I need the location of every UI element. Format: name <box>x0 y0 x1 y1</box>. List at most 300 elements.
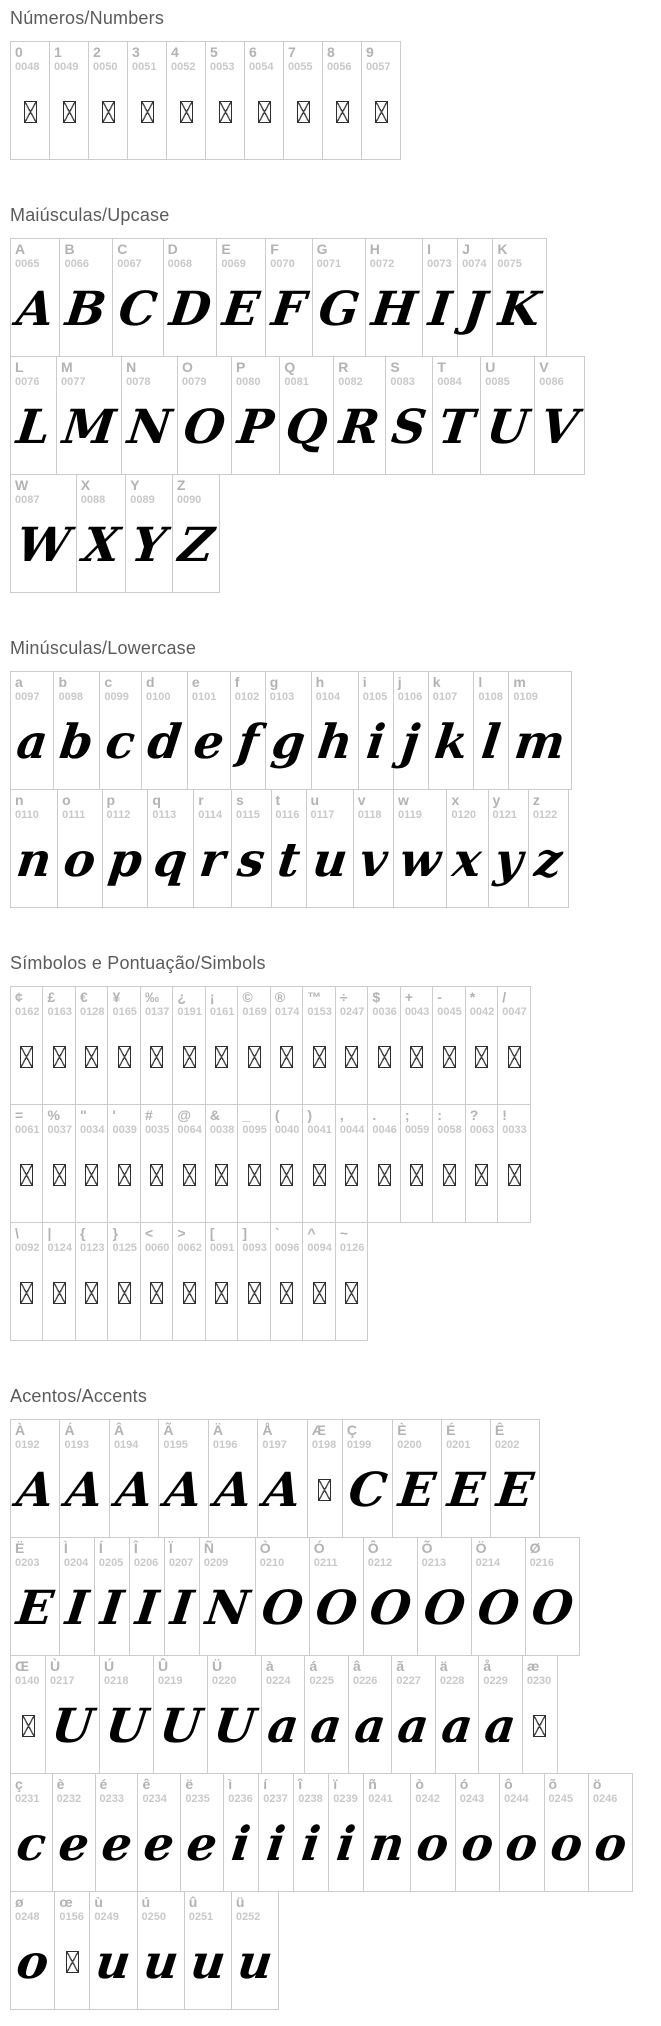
char-cell <box>490 1419 540 1538</box>
unicode-code-label: 0113 <box>152 809 177 821</box>
char-cell <box>137 1891 185 2010</box>
cell-header <box>126 475 172 507</box>
char-cell <box>237 1104 270 1223</box>
glyph-area <box>188 704 230 789</box>
char-label: € <box>79 989 88 1005</box>
unicode-code-label: 0112 <box>106 809 131 821</box>
section-lowercase <box>10 638 651 908</box>
section-title-symbols: Símbolos e Pontuação/Simbols <box>10 953 266 973</box>
char-label: Í <box>98 1540 103 1556</box>
cell-header <box>433 1105 464 1137</box>
unicode-code-label: 0106 <box>397 691 423 703</box>
missing-glyph-box <box>24 101 37 123</box>
cell-header <box>200 1538 255 1570</box>
glyph-sample: u <box>309 832 351 888</box>
missing-glyph-box <box>410 1046 423 1068</box>
glyph-area <box>493 271 546 356</box>
unicode-code-label: 0201 <box>446 1439 471 1451</box>
char-cell <box>10 474 77 593</box>
glyph-area <box>271 1255 302 1340</box>
char-cell <box>392 1419 442 1538</box>
glyph-area <box>364 1806 410 1891</box>
unicode-code-label: 0246 <box>592 1793 618 1805</box>
char-cell <box>10 356 57 475</box>
unicode-code-label: 0163 <box>47 1006 72 1018</box>
char-cell <box>302 1222 335 1341</box>
glyph-area <box>523 1688 557 1773</box>
cell-header <box>224 1774 258 1806</box>
unicode-code-label: 0250 <box>141 1911 167 1923</box>
unicode-code-label: 0055 <box>288 61 313 73</box>
unicode-code-label: 0217 <box>50 1675 75 1687</box>
cell-header <box>206 987 237 1019</box>
unicode-code-label: 0230 <box>526 1675 552 1687</box>
glyph-sample: o <box>414 1816 453 1872</box>
unicode-code-label: 0094 <box>307 1242 332 1254</box>
glyph-sample: a <box>264 1698 302 1754</box>
cell-header <box>489 790 528 822</box>
char-label: k <box>432 674 441 690</box>
glyph-sample: r <box>196 832 229 888</box>
missing-glyph-box <box>85 1046 98 1068</box>
cell-header <box>305 1656 347 1688</box>
glyph-sample: u <box>234 1934 276 1990</box>
char-cell <box>525 1537 580 1656</box>
char-label: 0 <box>15 44 23 60</box>
char-label: ( <box>274 1107 280 1123</box>
cell-header <box>303 1105 334 1137</box>
unicode-code-label: 0058 <box>437 1124 462 1136</box>
char-cell <box>400 1104 433 1223</box>
glyph-area <box>336 1255 367 1340</box>
missing-glyph-box <box>378 1164 391 1186</box>
cell-header <box>100 672 141 704</box>
missing-glyph-box <box>118 1282 131 1304</box>
char-label: © <box>242 989 253 1005</box>
cell-header <box>108 1223 139 1255</box>
glyph-sample: h <box>314 714 356 770</box>
glyph-area <box>472 1570 525 1655</box>
cell-header <box>458 239 492 271</box>
unicode-code-label: 0120 <box>451 809 476 821</box>
cell-header <box>43 1223 74 1255</box>
glyph-sample: c <box>102 714 139 770</box>
char-label: ï <box>333 1776 338 1792</box>
glyph-area <box>128 74 166 159</box>
glyph-area <box>60 1570 94 1655</box>
glyph-sample: T <box>435 399 478 455</box>
char-label: B <box>64 241 75 257</box>
glyph-area <box>491 1452 539 1537</box>
unicode-code-label: 0052 <box>171 61 196 73</box>
cell-header <box>206 42 244 74</box>
missing-glyph-box <box>508 1046 521 1068</box>
char-label: I <box>427 241 432 257</box>
glyph-sample: w <box>396 832 444 888</box>
char-label: W <box>15 477 29 493</box>
glyph-area <box>238 1137 269 1222</box>
cell-header <box>589 1774 632 1806</box>
cell-header <box>433 357 480 389</box>
char-label: | <box>47 1225 52 1241</box>
char-cell <box>140 1222 173 1341</box>
char-cell <box>410 1773 455 1892</box>
section-symbols <box>10 953 651 1341</box>
unicode-code-label: 0065 <box>15 258 40 270</box>
missing-glyph-box <box>375 101 388 123</box>
cell-header <box>60 1420 108 1452</box>
glyph-row <box>10 1891 651 2010</box>
cell-header <box>526 1538 579 1570</box>
glyph-sample: U <box>48 1698 97 1754</box>
char-cell <box>358 671 394 790</box>
unicode-code-label: 0220 <box>212 1675 237 1687</box>
char-cell <box>528 789 569 908</box>
char-label: ñ <box>368 1776 377 1792</box>
glyph-sample: O <box>474 1580 522 1636</box>
unicode-code-label: 0053 <box>210 61 235 73</box>
glyph-grid-lowercase <box>10 671 651 908</box>
unicode-code-label: 0162 <box>15 1006 40 1018</box>
glyph-area <box>200 1570 255 1655</box>
glyph-area <box>271 1019 302 1104</box>
glyph-area <box>526 1570 579 1655</box>
glyph-area <box>238 1255 269 1340</box>
char-label: ' <box>112 1107 116 1123</box>
unicode-code-label: 0140 <box>15 1675 40 1687</box>
glyph-area <box>217 271 265 356</box>
cell-header <box>43 1105 74 1137</box>
unicode-code-label: 0038 <box>209 1124 235 1136</box>
char-label: b <box>58 674 68 690</box>
unicode-code-label: 0075 <box>497 258 522 270</box>
char-label: V <box>539 359 549 375</box>
char-label: ® <box>274 989 286 1005</box>
glyph-sample: I <box>132 1580 162 1636</box>
glyph-area <box>433 389 480 474</box>
unicode-code-label: 0203 <box>15 1557 40 1569</box>
cell-header <box>284 42 322 74</box>
cell-header <box>329 1774 363 1806</box>
unicode-code-label: 0108 <box>478 691 503 703</box>
char-cell <box>49 41 89 160</box>
glyph-row <box>10 1419 651 1538</box>
char-label: p <box>106 792 116 808</box>
glyph-area <box>392 1688 434 1773</box>
char-label: A <box>15 241 26 257</box>
glyph-sample: j <box>398 714 423 770</box>
char-label: v <box>357 792 366 808</box>
missing-glyph-box <box>313 1046 326 1068</box>
char-cell <box>522 1655 558 1774</box>
char-cell <box>88 41 128 160</box>
cell-header <box>159 1420 207 1452</box>
glyph-area <box>11 389 56 474</box>
unicode-code-label: 0233 <box>99 1793 125 1805</box>
unicode-code-label: 0119 <box>398 809 422 821</box>
char-label: z <box>532 792 540 808</box>
glyph-area <box>258 1452 306 1537</box>
missing-glyph-box <box>313 1164 326 1186</box>
char-label: S <box>390 359 400 375</box>
cell-header <box>53 1774 95 1806</box>
cell-header <box>258 1420 306 1452</box>
glyph-sample: u <box>140 1934 182 1990</box>
glyph-area <box>366 271 422 356</box>
char-cell <box>10 986 43 1105</box>
char-label: ë <box>185 1776 194 1792</box>
glyph-area <box>535 389 583 474</box>
cell-header <box>11 1656 45 1688</box>
glyph-sample: E <box>395 1462 439 1518</box>
cell-header <box>100 1656 153 1688</box>
unicode-code-label: 0105 <box>362 691 388 703</box>
char-cell <box>231 789 271 908</box>
glyph-area <box>232 822 270 907</box>
char-cell <box>353 789 394 908</box>
char-label: Ï <box>168 1540 173 1556</box>
cell-header <box>336 1105 367 1137</box>
missing-glyph-box <box>215 1164 228 1186</box>
glyph-sample: O <box>258 1580 307 1636</box>
unicode-code-label: 0096 <box>274 1242 300 1254</box>
char-label: _ <box>242 1107 251 1123</box>
cell-header <box>50 42 88 74</box>
char-cell <box>102 789 149 908</box>
char-label: a <box>15 674 23 690</box>
cell-header <box>11 790 57 822</box>
char-cell <box>309 1537 364 1656</box>
glyph-area <box>436 1688 478 1773</box>
char-label: 8 <box>327 44 335 60</box>
glyph-area <box>364 1570 417 1655</box>
cell-header <box>474 672 508 704</box>
glyph-area <box>303 1255 334 1340</box>
char-cell <box>335 1222 368 1341</box>
glyph-area <box>46 1688 99 1773</box>
cell-header <box>259 1774 293 1806</box>
glyph-area <box>11 704 53 789</box>
glyph-area <box>479 1688 521 1773</box>
char-label: s <box>236 792 244 808</box>
cell-header <box>60 1538 94 1570</box>
char-cell <box>417 1537 472 1656</box>
unicode-code-label: 0033 <box>502 1124 527 1136</box>
char-label: Ñ <box>203 1540 214 1556</box>
glyph-area <box>498 1019 529 1104</box>
cell-header <box>545 1774 588 1806</box>
unicode-code-label: 0202 <box>494 1439 520 1451</box>
unicode-code-label: 0057 <box>366 61 391 73</box>
cell-header <box>76 1105 107 1137</box>
missing-glyph-box <box>183 1046 196 1068</box>
unicode-code-label: 0098 <box>58 691 83 703</box>
cell-header <box>128 42 166 74</box>
char-label: < <box>144 1225 154 1241</box>
glyph-area <box>108 1137 139 1222</box>
char-cell <box>153 1655 208 1774</box>
glyph-sample: B <box>63 281 110 337</box>
char-cell <box>244 41 284 160</box>
glyph-sample: A <box>13 281 57 337</box>
glyph-area <box>55 1924 89 2009</box>
char-cell <box>367 1104 400 1223</box>
char-cell <box>471 1537 526 1656</box>
missing-glyph-box <box>85 1282 98 1304</box>
char-cell <box>107 1104 140 1223</box>
unicode-code-label: 0099 <box>104 691 129 703</box>
char-label: ç <box>15 1776 23 1792</box>
unicode-code-label: 0237 <box>263 1793 288 1805</box>
unicode-code-label: 0197 <box>262 1439 287 1451</box>
unicode-code-label: 0236 <box>228 1793 253 1805</box>
unicode-code-label: 0109 <box>513 691 538 703</box>
char-label: 7 <box>288 44 296 60</box>
char-cell <box>457 238 493 357</box>
section-title-numbers: Números/Numbers <box>10 8 165 28</box>
glyph-sample: F <box>268 281 309 337</box>
char-cell <box>10 41 50 160</box>
char-label: ö <box>592 1776 602 1792</box>
cell-header <box>262 1656 304 1688</box>
char-label: q <box>152 792 161 808</box>
glyph-sample: J <box>460 281 490 337</box>
char-cell <box>478 1655 522 1774</box>
cell-header <box>110 1420 158 1452</box>
char-cell <box>172 474 220 593</box>
cell-header <box>141 987 172 1019</box>
glyph-sample: R <box>336 399 383 455</box>
glyph-area <box>308 1452 342 1537</box>
char-label: È <box>397 1422 407 1438</box>
glyph-area <box>238 1019 269 1104</box>
char-cell <box>10 1104 43 1223</box>
glyph-row <box>10 238 651 357</box>
char-cell <box>109 1419 159 1538</box>
char-label: ú <box>141 1894 151 1910</box>
glyph-sample: e <box>98 1816 135 1872</box>
char-cell <box>147 789 194 908</box>
cell-header <box>336 987 367 1019</box>
cell-header <box>231 672 265 704</box>
unicode-code-label: 0235 <box>185 1793 210 1805</box>
cell-header <box>209 1420 257 1452</box>
glyph-sample: L <box>13 399 54 455</box>
glyph-area <box>178 389 231 474</box>
glyph-sample: U <box>483 399 532 455</box>
glyph-sample: f <box>234 714 262 770</box>
unicode-code-label: 0234 <box>142 1793 167 1805</box>
unicode-code-label: 0082 <box>338 376 363 388</box>
glyph-area <box>466 1137 497 1222</box>
glyph-area <box>100 704 141 789</box>
glyph-area <box>401 1019 432 1104</box>
glyph-area <box>208 1688 261 1773</box>
char-label: R <box>338 359 349 375</box>
unicode-code-label: 0248 <box>15 1911 40 1923</box>
char-label: \ <box>15 1225 19 1241</box>
section-title-uppercase: Maiúsculas/Upcase <box>10 205 170 225</box>
unicode-code-label: 0063 <box>469 1124 495 1136</box>
char-cell <box>42 1104 75 1223</box>
glyph-area <box>142 704 187 789</box>
char-label: Õ <box>421 1540 433 1556</box>
char-cell <box>140 986 173 1105</box>
char-cell <box>231 356 280 475</box>
char-label: í <box>263 1776 268 1792</box>
glyph-sample: b <box>57 714 97 770</box>
glyph-sample: i <box>333 1816 359 1872</box>
unicode-code-label: 0117 <box>310 809 335 821</box>
unicode-code-label: 0205 <box>98 1557 124 1569</box>
char-label: Ô <box>367 1540 379 1556</box>
unicode-code-label: 0101 <box>191 691 217 703</box>
cell-header <box>343 1420 392 1452</box>
cell-header <box>466 1105 497 1137</box>
missing-glyph-box <box>102 101 115 123</box>
glyph-area <box>433 1019 464 1104</box>
glyph-area <box>209 1452 257 1537</box>
missing-glyph-box <box>280 1164 293 1186</box>
glyph-area <box>232 1924 278 2009</box>
glyph-row <box>10 356 651 475</box>
cell-header <box>43 987 74 1019</box>
glyph-area <box>11 822 57 907</box>
cell-header <box>498 987 529 1019</box>
glyph-area <box>334 389 385 474</box>
char-label: Î <box>133 1540 138 1556</box>
glyph-area <box>43 1255 74 1340</box>
unicode-code-label: 0092 <box>15 1242 40 1254</box>
glyph-area <box>122 389 177 474</box>
char-label: P <box>236 359 246 375</box>
cell-header <box>57 357 121 389</box>
char-label: î <box>298 1776 303 1792</box>
char-cell <box>141 671 188 790</box>
char-cell <box>208 1419 258 1538</box>
section-uppercase <box>10 205 651 593</box>
char-cell <box>75 1104 108 1223</box>
unicode-code-label: 0194 <box>113 1439 139 1451</box>
char-label: Ä <box>212 1422 223 1438</box>
missing-glyph-box <box>280 1046 293 1068</box>
cell-header <box>11 357 56 389</box>
cell-header <box>11 42 49 74</box>
unicode-code-label: 0069 <box>221 258 246 270</box>
char-cell <box>271 789 307 908</box>
char-label: É <box>446 1422 456 1438</box>
cell-header <box>433 987 464 1019</box>
glyph-area <box>11 1255 42 1340</box>
missing-glyph-box <box>336 101 349 123</box>
glyph-area <box>76 1019 107 1104</box>
char-label: ¢ <box>15 989 23 1005</box>
char-label: Ç <box>346 1422 357 1438</box>
char-cell <box>385 356 433 475</box>
char-label: w <box>398 792 409 808</box>
glyph-area <box>194 822 231 907</box>
unicode-code-label: 0209 <box>203 1557 229 1569</box>
glyph-sample: o <box>502 1816 541 1872</box>
char-label: = <box>15 1107 24 1123</box>
char-cell <box>304 1655 348 1774</box>
cell-header <box>148 790 193 822</box>
cell-header <box>456 1774 499 1806</box>
unicode-code-label: 0080 <box>236 376 261 388</box>
char-cell <box>164 1537 200 1656</box>
glyph-sample: a <box>395 1698 433 1754</box>
cell-header <box>60 239 112 271</box>
